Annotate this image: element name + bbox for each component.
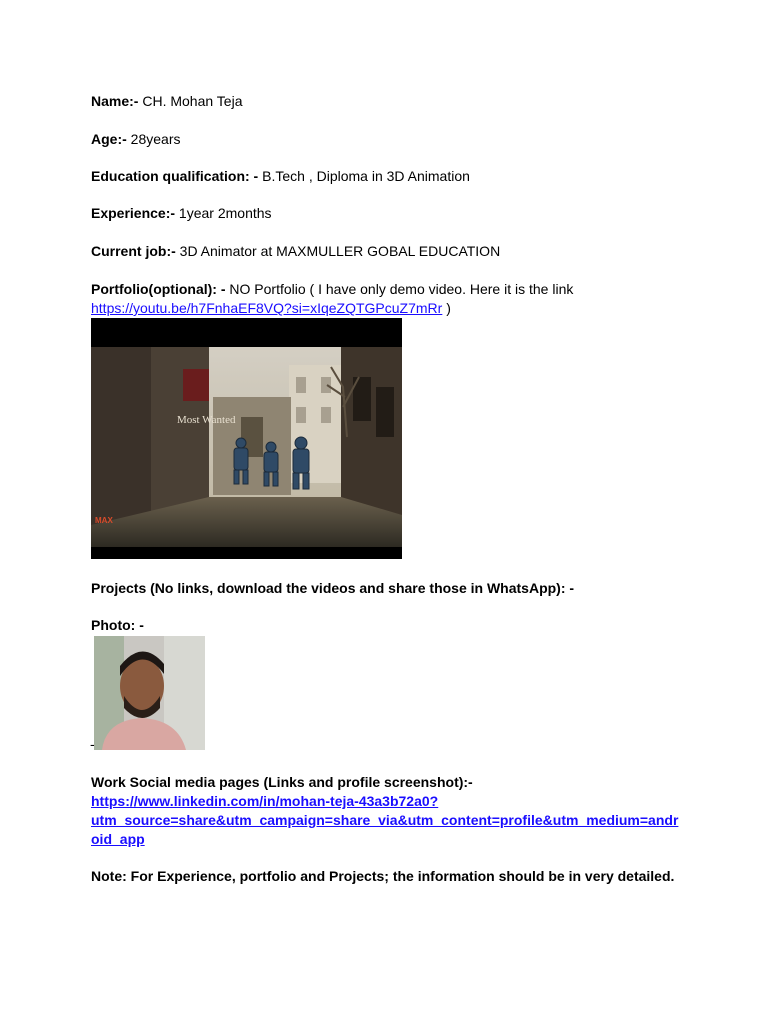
name-row (91, 93, 242, 110)
note-text: Note: For Experience, portfolio and Projects; the information should be in very detailed. (91, 868, 675, 884)
age-row (91, 131, 180, 148)
demo-video-thumbnail[interactable] (91, 318, 402, 559)
age-label: Age:- (91, 131, 127, 147)
linkedin-link-row-3 (91, 831, 145, 848)
current-job-label: Current job:- (91, 243, 176, 259)
portfolio-label: Portfolio(optional): - (91, 281, 226, 297)
name-value: CH. Mohan Teja (138, 93, 243, 109)
age-value: 28years (126, 131, 181, 147)
linkedin-link[interactable]: https://www.linkedin.com/in/mohan-teja-43a3b72a0? (91, 793, 439, 809)
portfolio-link-suffix: ) (442, 300, 451, 316)
profile-photo-image (94, 636, 205, 750)
linkedin-link-row-2 (91, 812, 678, 829)
video-logo: MAX (95, 516, 113, 525)
linkedin-link-continued[interactable]: utm_source=share&utm_campaign=share_via&utm_content=profile&utm_medium=andr (91, 812, 679, 828)
social-heading: Work Social media pages (Links and profile screenshot):- (91, 774, 473, 790)
education-label: Education qualification: - (91, 168, 259, 184)
photo-trailing-dash: - (90, 736, 95, 752)
linkedin-link-row-1 (91, 793, 438, 810)
youtube-link[interactable]: https://youtu.be/h7FnhaEF8VQ?si=xIqeZQTGPcuZ7mRr (91, 300, 443, 316)
profile-photo (94, 636, 205, 750)
projects-heading: Projects (No links, download the videos and share those in WhatsApp): - (91, 580, 575, 596)
photo-label: Photo: - (91, 617, 144, 633)
portfolio-row (91, 281, 573, 298)
portfolio-value: NO Portfolio ( I have only demo video. Here it is the link (225, 281, 574, 297)
current-job-value: 3D Animator at MAXMULLER GOBAL EDUCATION (175, 243, 501, 259)
experience-row (91, 205, 272, 222)
education-value: B.Tech , Diploma in 3D Animation (258, 168, 470, 184)
sign-text: Most Wanted (177, 414, 236, 426)
video-scene-image (91, 347, 402, 547)
experience-label: Experience:- (91, 205, 176, 221)
linkedin-link-end[interactable]: oid_app (91, 831, 145, 847)
current-job-row (91, 243, 500, 260)
education-row (91, 168, 470, 185)
portfolio-link-row (91, 300, 451, 317)
experience-value: 1year 2months (175, 205, 272, 221)
name-label: Name:- (91, 93, 139, 109)
